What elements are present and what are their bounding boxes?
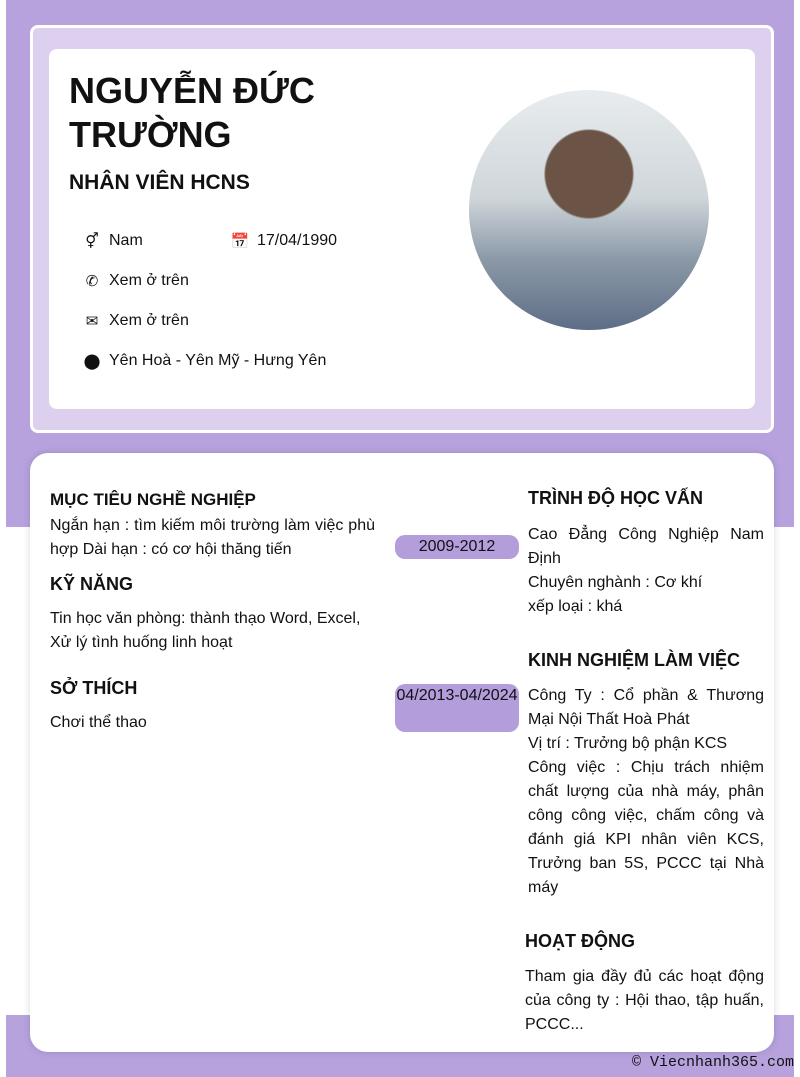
calendar-icon: 📅 [230,233,250,250]
experience-title: KINH NGHIỆM LÀM VIỆC [528,650,741,670]
experience-duties: Công việc : Chịu trách nhiệm chất lượng của nhà máy, phân công công việc, chấm công và đánh giá KPI nhân viên KCS, Trưởng ban 5S, PCCC tại Nhà máy [528,759,764,896]
education-grade: xếp loại : khá [528,598,623,615]
footer-copyright: © Viecnhanh365.com [631,1054,794,1071]
cv-body [30,453,774,1052]
objective-title: MỤC TIÊU NGHỀ NGHIỆP [50,490,256,509]
birthday: 17/04/1990 [257,232,338,249]
gender: Nam [109,232,143,249]
experience-position: Vị trí : Trưởng bộ phận KCS [528,735,728,752]
hobbies-title: SỞ THÍCH [50,678,138,698]
hobbies-text: Chơi thể thao [50,714,147,731]
job-title: NHÂN VIÊN HCNS [69,171,250,194]
phone-icon: ✆ [85,273,99,290]
education-period: 2009-2012 [395,535,519,559]
activities-text: Tham gia đầy đủ các hoạt động của công ty : Hội thao, tập huấn, PCCC... [525,968,764,1033]
gender-icon: ⚥ [85,233,99,250]
education-major: Chuyên nghành : Cơ khí [528,574,703,591]
phone: Xem ở trên [109,272,189,289]
experience-company: Công Ty : Cổ phần & Thương Mại Nội Thất Hoà Phát [528,687,764,728]
address-row [83,352,326,370]
gender-row [83,232,143,250]
skills-text: Tin học văn phòng: thành thạo Word, Excel, Xử lý tình huống linh hoạt [50,610,361,651]
profile-header [30,25,774,433]
address: Yên Hoà - Yên Mỹ - Hưng Yên [109,352,327,369]
full-name: NGUYỄN ĐỨC TRƯỜNG [69,70,315,155]
objective-text: Ngắn hạn : tìm kiếm môi trường làm việc phù hợp Dài hạn : có cơ hội thăng tiến [50,517,375,558]
experience-period: 04/2013-04/2024 [395,684,519,732]
envelope-icon: ✉ [85,313,99,330]
location-pin-icon: ⬤ [83,353,101,370]
email: Xem ở trên [109,312,189,329]
activities-title: HOẠT ĐỘNG [525,931,635,951]
education-title: TRÌNH ĐỘ HỌC VẤN [528,488,703,508]
phone-row [83,272,189,290]
profile-card [49,49,755,409]
education-school: Cao Đẳng Công Nghiệp Nam Định [528,526,764,567]
email-row [83,312,189,330]
skills-title: KỸ NĂNG [50,574,134,594]
profile-photo [469,90,709,330]
birthday-row [231,232,337,250]
